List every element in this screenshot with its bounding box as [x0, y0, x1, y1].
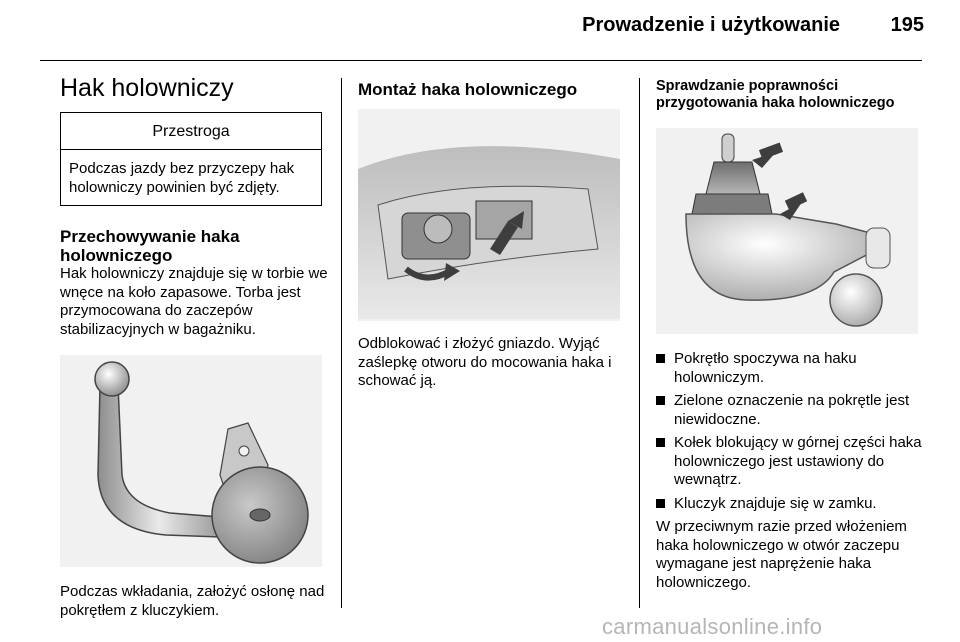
column-checking: [656, 72, 924, 592]
tow-hook-key-knob-icon: [656, 128, 918, 334]
header-rule: [40, 60, 922, 61]
column-mounting: [358, 72, 626, 391]
checking-heading: Sprawdzanie poprawności przygotowania haka holowniczego: [656, 78, 895, 111]
square-bullet-icon: [656, 354, 665, 363]
check-item: Zielone oznaczenie na pokrętle jest niewidoczne.: [656, 392, 924, 429]
bumper-socket-icon: [358, 109, 620, 321]
page-number: 195: [890, 14, 924, 36]
watermark: carmanualsonline.info: [602, 614, 823, 639]
storage-text: Hak holowniczy znajduje się w torbie we wnęce na koło zapasowe. Torba jest przymocowana do zaczepów stabilizacyjnych w bagażniku.: [60, 265, 328, 338]
column-divider-2: [639, 78, 640, 608]
square-bullet-icon: [656, 499, 665, 508]
storage-heading: Przechowywanie haka holowniczego: [60, 227, 240, 265]
closing-text: W przeciwnym razie przed włożeniem haka holowniczego w otwór zaczepu wymagane jest naprężenie haka holowniczego.: [656, 518, 907, 591]
section-title: Hak holowniczy: [60, 74, 234, 102]
mounting-text: Odblokować i złożyć gniazdo. Wyjąć zaślepkę otworu do mocowania haka i schować ją.: [358, 335, 612, 389]
check-item: Kołek blokujący w górnej części haka holowniczego jest ustawiony do wewnątrz.: [656, 434, 924, 490]
caution-title: Przestroga: [61, 113, 321, 150]
square-bullet-icon: [656, 396, 665, 405]
square-bullet-icon: [656, 438, 665, 447]
cover-caption: Podczas wkładania, założyć osłonę nad pokrętłem z kluczykiem.: [60, 583, 325, 619]
caution-box: [60, 112, 322, 206]
column-towbar-intro: [60, 72, 328, 620]
column-divider-1: [341, 78, 342, 608]
tow-ball-with-cover-icon: [60, 355, 322, 567]
mounting-heading: Montaż haka holowniczego: [358, 80, 578, 99]
chapter-title: Prowadzenie i użytkowanie: [582, 14, 840, 36]
check-list: [656, 350, 924, 513]
caution-body: Podczas jazdy bez przyczepy hak holowniczy powinien być zdjęty.: [69, 160, 295, 196]
check-item: Pokrętło spoczywa na haku holowniczym.: [656, 350, 924, 387]
check-item: Kluczyk znajduje się w zamku.: [656, 495, 924, 514]
